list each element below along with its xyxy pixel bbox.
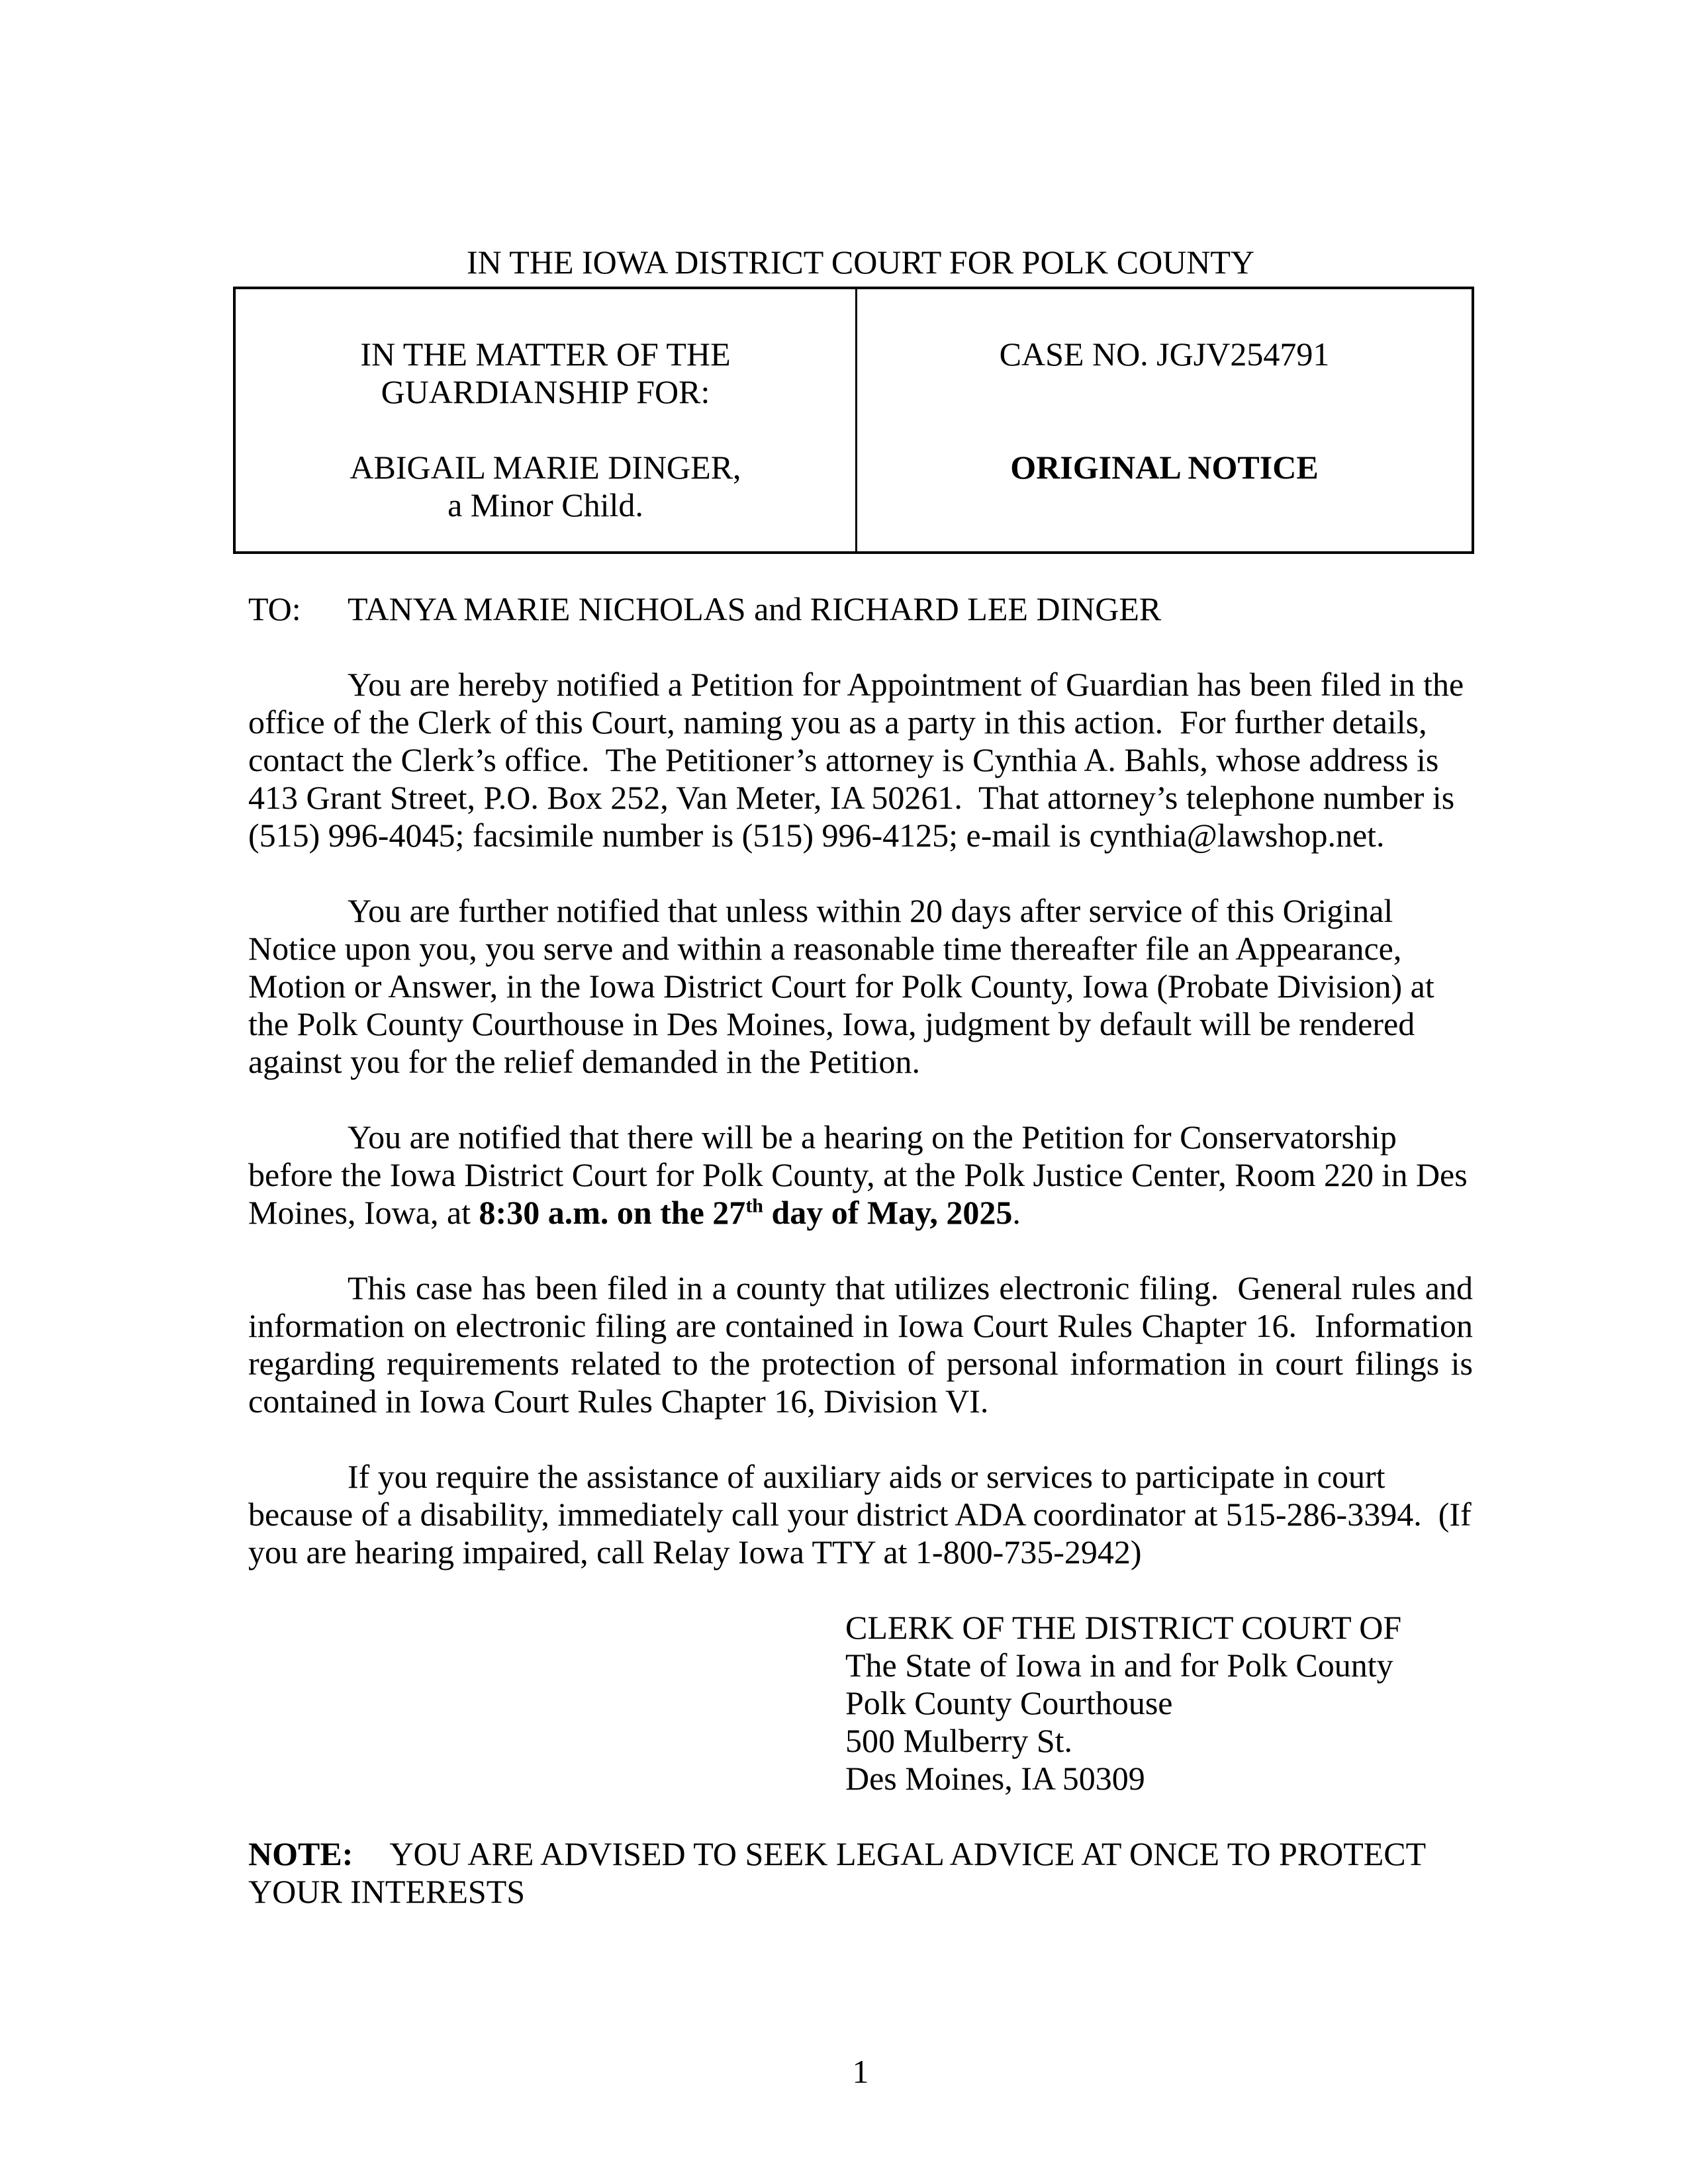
ordinal-suffix: th [745, 1195, 763, 1217]
note-label: NOTE: [248, 1835, 353, 1872]
caption-party-name: ABIGAIL MARIE DINGER, [350, 449, 741, 486]
clerk-state-line: The State of Iowa in and for Polk County [845, 1647, 1393, 1684]
paragraph-default-warning: You are further notified that unless within 20 days after service of this Original Notice upon you, you serve and within a reasonable time thereafter file an Appearance, Motion or Answer, in the Iowa District Court for Polk County, Iowa (Probate Division) at the Polk County Courthouse in Des Moines, Iowa, judgment by default will be rendered against you for the relief demanded in the Petition. [248, 892, 1443, 1080]
addressee-line [248, 590, 1473, 628]
hearing-datetime-end: day of May, 2025 [763, 1194, 1013, 1231]
page-number: 1 [852, 2053, 869, 2090]
clerk-title-line: CLERK OF THE DISTRICT COURT OF [845, 1609, 1402, 1646]
paragraph-ada-assistance: If you require the assistance of auxiliary aids or services to participate in court because of a disability, immediately call your district ADA coordinator at 515-286-3394. (If you are hearing impaired, call Relay Iowa TTY at 1-800-735-2942) [248, 1458, 1480, 1570]
note-text: YOU ARE ADVISED TO SEEK LEGAL ADVICE AT ONCE TO PROTECT YOUR INTERESTS [248, 1835, 1432, 1910]
caption-left-spacer [236, 411, 855, 449]
paragraph-electronic-filing: This case has been filed in a county that utilizes electronic filing. General rules and information on electronic filing are contained in Iowa Court Rules Chapter 16. Information regarding requirements related to the protection of personal information in court filings is contained in Iowa Court Rules Chapter 16, Division VI. [248, 1269, 1481, 1420]
hearing-datetime-start: 8:30 a.m. on the 27 [479, 1194, 746, 1231]
clerk-street-line: 500 Mulberry St. [845, 1722, 1073, 1759]
case-number: CASE NO. JGJV254791 [999, 336, 1330, 373]
hearing-datetime [479, 1194, 1013, 1231]
paragraph-hearing-notice [248, 1118, 1476, 1232]
clerk-courthouse-line: Polk County Courthouse [845, 1684, 1173, 1721]
document-type-title: ORIGINAL NOTICE [1010, 449, 1319, 486]
caption-matter-line-1: IN THE MATTER OF THE [360, 336, 731, 373]
addressee-names: TANYA MARIE NICHOLAS and RICHARD LEE DINGER [348, 590, 1162, 627]
court-title: IN THE IOWA DISTRICT COURT FOR POLK COUNTY [466, 244, 1255, 281]
case-caption-right-cell [857, 289, 1472, 551]
caption-party-descriptor: a Minor Child. [447, 486, 643, 523]
caption-right-spacer [857, 373, 1472, 449]
clerk-address-block [845, 1609, 1473, 1797]
document-content [248, 244, 1481, 2091]
case-caption-box [233, 287, 1474, 554]
case-caption-left-cell [236, 289, 857, 551]
hearing-notice-period: . [1012, 1194, 1021, 1231]
to-label: TO: [248, 590, 301, 627]
hearing-notice-text: You are notified that there will be a hearing on the Petition for Conservatorship before the Iowa District Court for Polk County, at the Polk Justice Center, Room 220 in Des Moines, Iowa, at [248, 1118, 1476, 1231]
clerk-city-line: Des Moines, IA 50309 [845, 1760, 1145, 1797]
paragraph-petition-filed: You are hereby notified a Petition for Appointment of Guardian has been filed in the office of the Clerk of this Court, naming you as a party in this action. For further details, contact the Clerk’s office. The Petitioner’s attorney is Cynthia A. Bahls, whose address is 413 Grant Street, P.O. Box 252, Van Meter, IA 50261. That attorney’s telephone number is (515) 996-4045; facsimile number is (515) 996-4125; e-mail is cynthia@lawshop.net. [248, 666, 1472, 854]
caption-matter-line-2: GUARDIANSHIP FOR: [381, 373, 710, 410]
legal-advice-note [248, 1835, 1473, 1911]
